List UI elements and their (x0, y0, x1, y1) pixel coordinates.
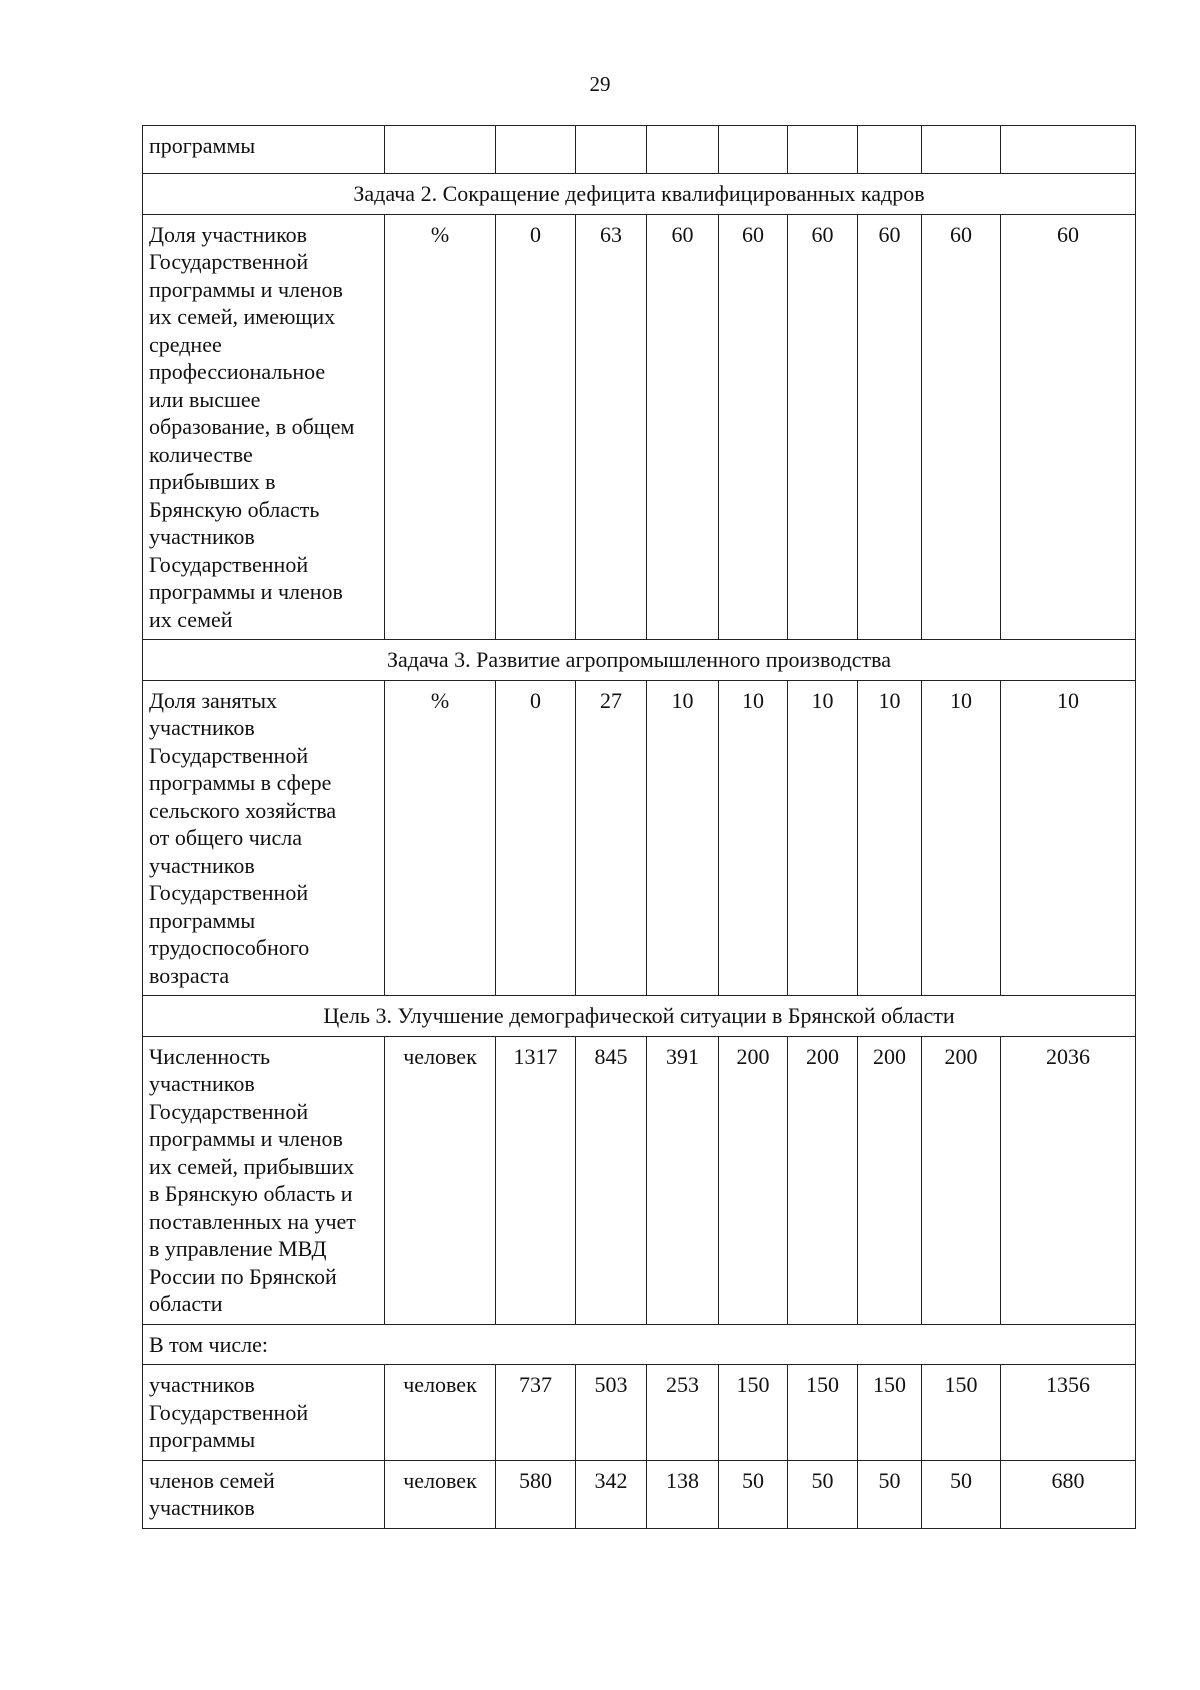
value-cell: 342 (576, 1460, 647, 1528)
name-line: программы и членов (149, 276, 343, 302)
value-cell: 150 (858, 1365, 922, 1461)
name-line: России по Брянской (149, 1263, 337, 1289)
name-line: сельского хозяйства (149, 797, 337, 823)
value-cell: 50 (922, 1460, 1001, 1528)
continuation-label: программы (143, 126, 385, 174)
section-header-row (143, 640, 1136, 681)
table-row (143, 214, 1136, 640)
value-cell: 150 (922, 1365, 1001, 1461)
unit-cell: человек (385, 1365, 496, 1461)
value-cell: 200 (788, 1036, 858, 1324)
name-line: программы (149, 907, 256, 933)
value-cell: 60 (719, 214, 788, 640)
value-cell: 50 (719, 1460, 788, 1528)
value-cell: 10 (788, 680, 858, 996)
name-line: трудоспособного (149, 935, 310, 960)
name-line: Государственной (149, 249, 309, 274)
task3-header: Задача 3. Развитие агропромышленного производства (143, 640, 1136, 681)
indicators-table (142, 125, 1136, 1529)
value-cell: 737 (496, 1365, 576, 1461)
name-line: от общего числа (149, 825, 303, 850)
empty-cell (719, 126, 788, 174)
task2-header: Задача 2. Сокращение дефицита квалифицированных кадров (143, 174, 1136, 215)
page-number: 29 (589, 72, 611, 96)
name-line: Государственной (149, 551, 309, 577)
indicator-name (143, 214, 385, 640)
name-line: в Брянскую область и (149, 1181, 353, 1206)
name-line: Государственной (149, 880, 309, 905)
name-line: программы и членов (149, 1126, 343, 1151)
value-cell: 680 (1001, 1460, 1136, 1528)
value-cell: 138 (647, 1460, 719, 1528)
name-line: программы (149, 1427, 256, 1452)
name-line: или высшее (149, 386, 261, 412)
name-line: профессиональное (149, 359, 326, 384)
continuation-row (143, 126, 1136, 174)
empty-cell (1001, 126, 1136, 174)
unit-cell: человек (385, 1460, 496, 1528)
name-line: в управление МВД (149, 1236, 327, 1261)
table-row (143, 1460, 1136, 1528)
name-line: участников (149, 852, 255, 878)
subheader-row (143, 1324, 1136, 1365)
name-line: участников (149, 1071, 255, 1096)
name-line: количестве (149, 441, 253, 467)
value-cell: 60 (647, 214, 719, 640)
name-line: возраста (149, 962, 230, 988)
value-cell: 2036 (1001, 1036, 1136, 1324)
value-cell: 0 (496, 680, 576, 996)
name-line: их семей (149, 606, 233, 632)
name-line: участников (149, 524, 255, 549)
including-label: В том числе: (143, 1324, 1136, 1365)
value-cell: 200 (858, 1036, 922, 1324)
name-line: участников (149, 1495, 255, 1520)
value-cell: 50 (858, 1460, 922, 1528)
table-row (143, 680, 1136, 996)
section-header-row (143, 174, 1136, 215)
empty-cell (576, 126, 647, 174)
value-cell: 50 (788, 1460, 858, 1528)
goal3-header: Цель 3. Улучшение демографической ситуации в Брянской области (143, 996, 1136, 1037)
indicator-name (143, 1036, 385, 1324)
empty-cell (647, 126, 719, 174)
value-cell: 580 (496, 1460, 576, 1528)
name-line: их семей, прибывших (149, 1153, 355, 1179)
unit-cell: человек (385, 1036, 496, 1324)
value-cell: 60 (922, 214, 1001, 640)
value-cell: 10 (719, 680, 788, 996)
name-line: программы в сфере (149, 770, 332, 795)
name-line: участников (149, 1372, 255, 1397)
name-line: членов семей (149, 1467, 275, 1493)
empty-cell (922, 126, 1001, 174)
empty-cell (858, 126, 922, 174)
indicator-name (143, 1460, 385, 1528)
name-line: Доля участников (149, 221, 308, 247)
value-cell: 60 (788, 214, 858, 640)
value-cell: 10 (647, 680, 719, 996)
value-cell: 503 (576, 1365, 647, 1461)
table-row (143, 1036, 1136, 1324)
value-cell: 10 (922, 680, 1001, 996)
value-cell: 10 (1001, 680, 1136, 996)
table-row (143, 1365, 1136, 1461)
empty-cell (385, 126, 496, 174)
name-line: прибывших в (149, 469, 276, 494)
value-cell: 845 (576, 1036, 647, 1324)
name-line: области (149, 1291, 223, 1316)
unit-cell: % (385, 680, 496, 996)
name-line: Государственной (149, 742, 309, 768)
indicator-name (143, 680, 385, 996)
value-cell: 1317 (496, 1036, 576, 1324)
empty-cell (788, 126, 858, 174)
name-line: Доля занятых (149, 687, 278, 713)
indicator-name (143, 1365, 385, 1461)
value-cell: 0 (496, 214, 576, 640)
value-cell: 150 (719, 1365, 788, 1461)
name-line: образование, в общем (149, 414, 355, 439)
value-cell: 10 (858, 680, 922, 996)
value-cell: 150 (788, 1365, 858, 1461)
name-line: поставленных на учет (149, 1208, 356, 1234)
name-line: участников (149, 715, 255, 740)
name-line: Брянскую область (149, 496, 320, 522)
section-header-row (143, 996, 1136, 1037)
value-cell: 60 (858, 214, 922, 640)
unit-cell: % (385, 214, 496, 640)
value-cell: 63 (576, 214, 647, 640)
name-line: их семей, имеющих (149, 304, 336, 329)
value-cell: 200 (719, 1036, 788, 1324)
name-line: среднее (149, 331, 222, 357)
name-line: Государственной (149, 1399, 309, 1425)
value-cell: 391 (647, 1036, 719, 1324)
name-line: программы и членов (149, 579, 343, 604)
value-cell: 60 (1001, 214, 1136, 640)
value-cell: 1356 (1001, 1365, 1136, 1461)
value-cell: 253 (647, 1365, 719, 1461)
value-cell: 27 (576, 680, 647, 996)
name-line: Численность (149, 1043, 271, 1069)
value-cell: 200 (922, 1036, 1001, 1324)
name-line: Государственной (149, 1098, 309, 1124)
empty-cell (496, 126, 576, 174)
